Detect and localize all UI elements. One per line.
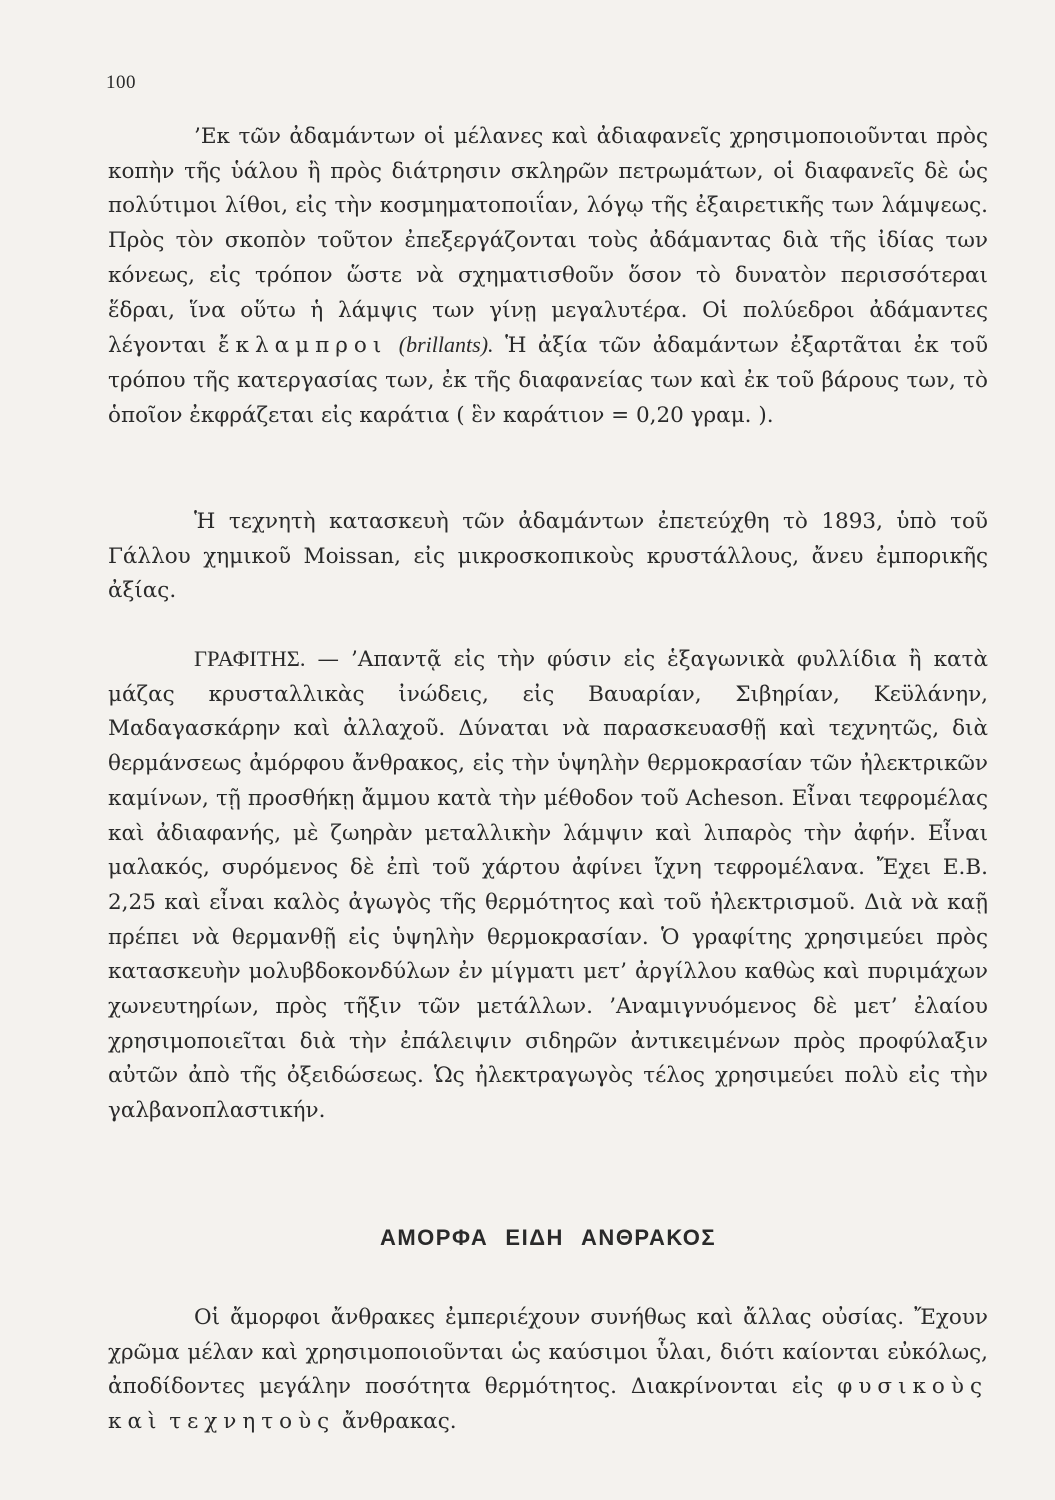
paragraph-amorphous-text: Οἱ ἄμορφοι ἄνθρακες ἐμπεριέχουν συνήθως καὶ ἄλλας οὐσίας. Ἔχουν χρῶμα μέλαν καὶ χρησιμοποιοῦνται ὡς καύσιμοι ὗλαι, διότι καίονται εὐκόλως, ἀποδίδοντες μεγάλην ποσότητα θερμότητος. Διακρίνονται εἰς: [108, 1305, 988, 1400]
heading-word-3: ΑΝΘΡΑΚΟΣ: [581, 1225, 717, 1250]
paragraph-diamonds-uses: [108, 120, 988, 433]
paragraph-diamonds-text-1: ’Εκ τῶν ἀδαμάντων οἱ μέλανες καὶ ἀδιαφανεῖς χρησιμοποιοῦνται πρὸς κοπὴν τῆς ὑάλου ἢ πρὸς διάτρησιν σκληρῶν πετρωμάτων, οἱ διαφανεῖς δὲ ὡς πολύτιμοι λίθοι, εἰς τὴν κοσμηματοποιΐαν, λόγῳ τῆς ἐξαιρετικῆς των λάμψεως. Πρὸς τὸν σκοπὸν τοῦτον ἐπεξεργάζονται τοὺς ἀδάμαντας διὰ τῆς ἰδίας των κόνεως, εἰς τρόπον ὥστε νὰ σχηματισθοῦν ὅσον τὸ δυνατὸν περισσότεραι ἕδραι, ἵνα οὕτω ἡ λάμψις των γίνῃ μεγαλυτέρα. Οἱ πολύεδροι ἀδάμαντες λέγονται: [108, 124, 988, 359]
spaced-term-technitous: τεχνητοὺς: [169, 1409, 336, 1435]
heading-word-2: ΕΙΔΗ: [505, 1225, 564, 1250]
paragraph-graphite: [108, 642, 988, 1129]
spaced-term-kai: καὶ: [108, 1409, 163, 1435]
graphite-lead-heading: ΓΡΑΦΙΤΗΣ.: [194, 646, 306, 671]
paragraph-synthetic-diamonds: [108, 505, 988, 609]
paragraph-diamonds-text-2: Ἡ ἀξία τῶν ἀδαμάντων ἐξαρτᾶται ἐκ τοῦ τρόπου τῆς κατεργασίας των, ἐκ τῆς διαφανείας των καὶ ἐκ τοῦ βάρους των, τὸ ὁποῖον ἐκφράζεται εἰς καράτια ( ἓν καράτιον = 0,20 γραμ. ).: [108, 333, 989, 428]
paragraph-amorphous-end: ἄνθρακας.: [342, 1409, 457, 1435]
spaced-term-eklamproi: ἔκλαμπροι: [218, 333, 388, 359]
heading-word-1: ΑΜΟΡΦΑ: [379, 1225, 489, 1250]
paragraph-amorphous-carbon: [108, 1301, 988, 1440]
paragraph-synthetic-text: Ἡ τεχνητὴ κατασκευὴ τῶν ἀδαμάντων ἐπετεύχθη τὸ 1893, ὑπὸ τοῦ Γάλλου χημικοῦ Moissan, εἰς μικροσκοπικοὺς κρυστάλλους, ἄνευ ἐμπορικῆς ἀξίας.: [108, 509, 988, 604]
paragraph-graphite-text: — ’Απαντᾷ εἰς τὴν φύσιν εἰς ἑξαγωνικὰ φυλλίδια ἢ κατὰ μάζας κρυσταλλικὰς ἰνώδεις, εἰς Βαυαρίαν, Σιβηρίαν, Κεϋλάνην, Μαδαγασκάρην καὶ ἀλλαχοῦ. Δύναται νὰ παρασκευασθῇ καὶ τεχνητῶς, διὰ θερμάνσεως ἀμόρφου ἄνθρακος, εἰς τὴν ὑψηλὴν θερμοκρασίαν τῶν ἠλεκτρικῶν καμίνων, τῇ προσθήκῃ ἄμμου κατὰ τὴν μέθοδον τοῦ Acheson. Εἶναι τεφρομέλας καὶ ἀδιαφανής, μὲ ζωηρὰν μεταλλικὴν λάμψιν καὶ λιπαρὸς τὴν ἀφήν. Εἶναι μαλακός, συρόμενος δὲ ἐπὶ τοῦ χάρτου ἀφίνει ἴχνη τεφρομέλανα. Ἔχει Ε.Β. 2,25 καὶ εἶναι καλὸς ἀγωγὸς τῆς θερμότητος καὶ τοῦ ἠλεκτρισμοῦ. Διὰ νὰ καῇ πρέπει νὰ θερμανθῇ εἰς ὑψηλὴν θερμοκρασίαν. Ὁ γραφίτης χρησιμεύει πρὸς κατασκευὴν μολυβδοκονδύλων ἐν μίγματι μετ’ ἀργίλλου καθὼς καὶ πυριμάχων χωνευτηρίων, πρὸς τῆξιν τῶν μετάλλων. ’Αναμιγνυόμενος δὲ μετ’ ἐλαίου χρησιμοποιεῖται διὰ τὴν ἐπάλειψιν σιδηρῶν ἀντικειμένων πρὸς προφύλαξιν αὐτῶν ἀπὸ τῆς ὀξειδώσεως. Ὡς ἠλεκτραγωγὸς τέλος χρησιμεύει πολὺ εἰς τὴν γαλβανοπλαστικήν.: [108, 647, 988, 1124]
latin-term-brillants: (brillants).: [398, 332, 494, 358]
spaced-term-physikous: φυσικοὺς: [837, 1374, 988, 1400]
section-heading: [108, 1225, 988, 1251]
page-number: 100: [106, 72, 136, 93]
